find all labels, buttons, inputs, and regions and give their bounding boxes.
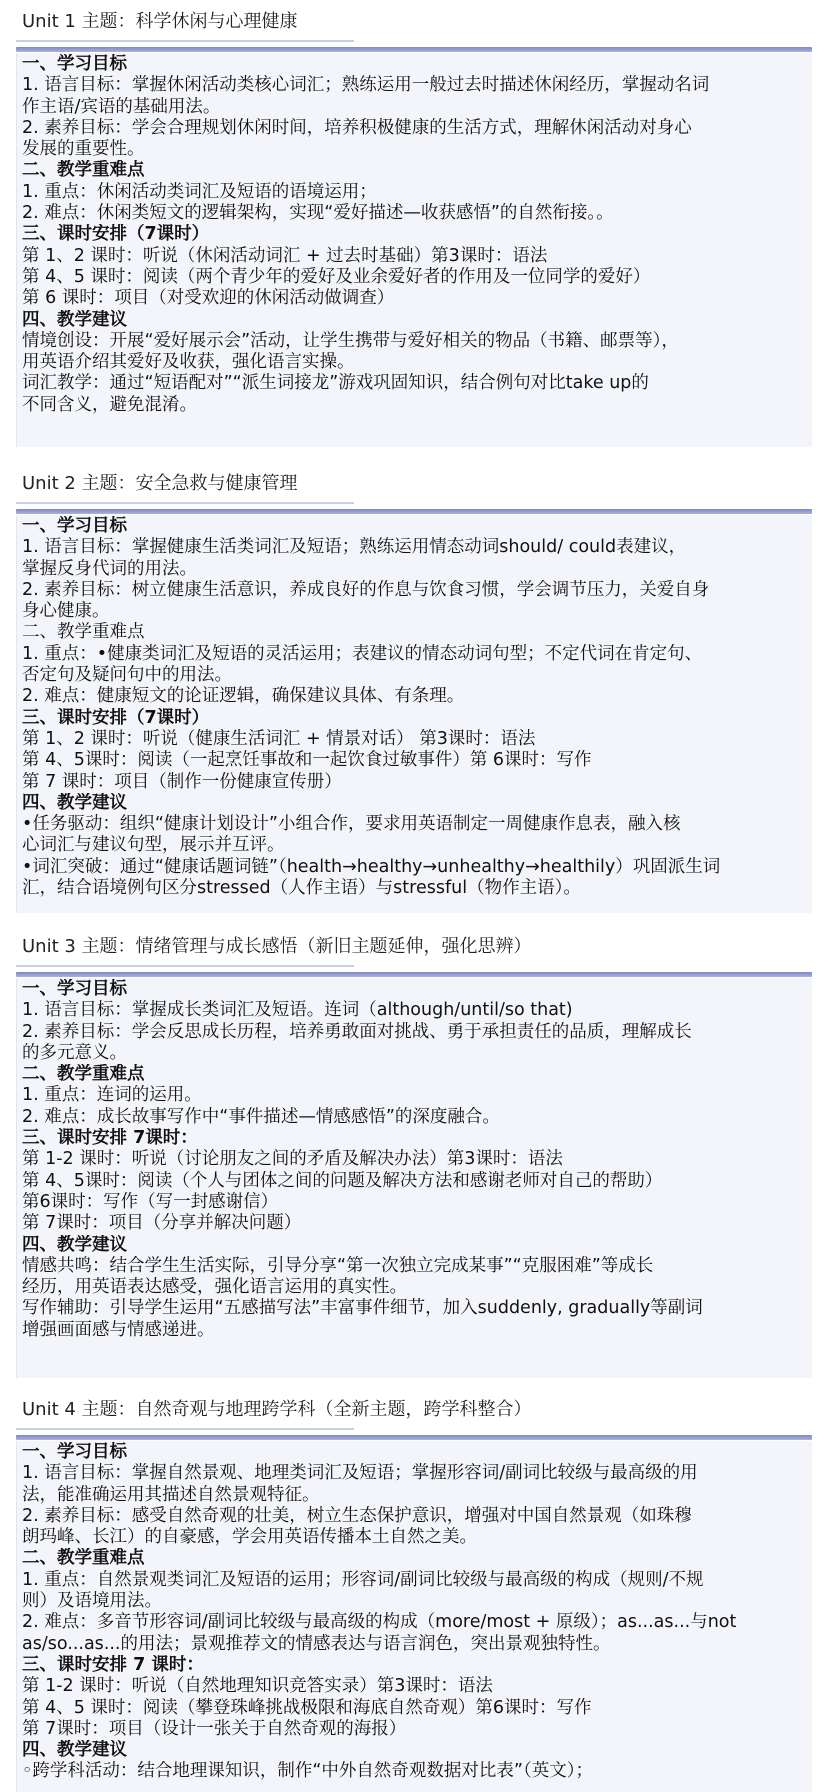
section-heading: 三、课时安排（7课时） [22,224,210,245]
content-line: 第 7课时：项目（分享并解决问题） [22,1213,302,1234]
section-heading: 一、学习目标 [22,54,127,74]
content-line: 2. 素养目标：学会合理规划休闲时间，培养积极健康的生活方式，理解休闲活动对身心 [22,117,692,138]
section-divider [16,972,812,977]
content-line: 2. 难点：多音节形容词/副词比较级与最高级的构成（more/most + 原级）；as...as...与not [22,1612,737,1633]
content-line: 第 1-2 课时：听说（自然地理知识竞答实录）第3课时：语法 [22,1676,493,1697]
content-line: 否定句及疑问句中的用法。 [22,665,232,686]
section-heading: 二、教学重难点 [22,160,145,181]
content-line: 第 4、5课时：阅读（一起烹饪事故和一起饮食过敏事件）第 6课时：写作 [22,750,592,771]
content-line: as/so...as...的用法；景观推荐文的情感表达与语言润色，突出景观独特性。 [22,1633,611,1654]
content-line: 第 7课时：项目（设计一张关于自然奇观的海报） [22,1718,407,1739]
content-line: 第 6 课时：项目（对受欢迎的休闲活动做调查） [22,288,395,309]
content-line: 2. 素养目标：学会反思成长历程，培养勇敢面对挑战、勇于承担责任的品质，理解成长 [22,1021,692,1042]
content-line: 第 1、2 课时：听说（休闲活动词汇 + 过去时基础）第3课时：语法 [22,245,548,266]
section-heading: 三、课时安排 7 课时： [22,1654,204,1675]
content-line: 2. 难点：成长故事写作中“事件描述—情感感悟”的深度融合。 [22,1106,500,1127]
content-line: 增强画面感与情感递进。 [22,1319,215,1340]
unit-title: Unit 4 主题：自然奇观与地理跨学科（全新主题，跨学科整合） [22,1399,532,1420]
section-divider [16,47,812,52]
content-line: 1. 重点：•健康类词汇及短语的灵活运用；表建议的情态动词句型；不定代词在肯定句、 [22,643,703,664]
content-line: 第 1-2 课时：听说（讨论朋友之间的矛盾及解决办法）第3课时：语法 [22,1149,563,1170]
section-heading: 四、教学建议 [22,309,127,330]
content-line: •任务驱动：组织“健康计划设计”小组合作，要求用英语制定一周健康作息表，融入核 [22,814,681,835]
content-line: 第 4、5 课时：阅读（两个青少年的爱好及业余爱好者的作用及一位同学的爱好） [22,266,651,287]
title-underline [16,502,354,504]
content-line: 第 4、5 课时：阅读（攀登珠峰挑战极限和海底自然奇观）第6课时：写作 [22,1697,592,1718]
content-line: 第6课时：写作（写一封感谢信） [22,1191,279,1212]
section-heading: 四、教学建议 [22,1234,127,1255]
content-line: 发展的重要性。 [22,139,145,160]
title-underline [16,965,354,967]
content-line: 2. 素养目标：树立健康生活意识，养成良好的作息与饮食习惯，学会调节压力，关爱自身 [22,579,710,600]
content-line: 2. 素养目标：感受自然奇观的壮美，树立生态保护意识，增强对中国自然景观（如珠穆 [22,1505,692,1526]
content-line: 1. 语言目标：掌握健康生活类词汇及短语；熟练运用情态动词should/ could表建议， [22,537,687,558]
content-line: 用英语介绍其爱好及收获，强化语言实操。 [22,352,355,373]
unit-title: Unit 1 主题：科学休闲与心理健康 [22,11,298,32]
section-divider [16,509,812,514]
content-line: 词汇教学：通过“短语配对”“派生词接龙”游戏巩固知识，结合例句对比take up的 [22,373,649,394]
content-line: 心词汇与建议句型，展示并互评。 [22,835,285,856]
content-line: 2. 难点：健康短文的论证逻辑，确保建议具体、有条理。 [22,686,465,707]
content-line: 第 7 课时：项目（制作一份健康宣传册） [22,771,342,792]
content-line: 1. 重点：自然景观类词汇及短语的运用；形容词/副词比较级与最高级的构成（规则/不规 [22,1569,704,1590]
content-line: 第 4、5课时：阅读（个人与团体之间的问题及解决方法和感谢老师对自己的帮助） [22,1170,663,1191]
content-line: 1. 重点：连词的运用。 [22,1085,202,1106]
section-heading: 二、教学重难点 [22,1064,145,1085]
content-line: 第 1、2 课时：听说（健康生活词汇 + 情景对话） 第3课时：语法 [22,728,536,749]
unit-content [22,516,822,899]
unit-title: Unit 3 主题：情绪管理与成长感悟（新旧主题延伸，强化思辨） [22,936,532,957]
content-line: 情感共鸣：结合学生生活实际，引导分享“第一次独立完成某事”“克服困难”等成长 [22,1255,654,1276]
content-line: 1. 语言目标：掌握休闲活动类核心词汇；熟练运用一般过去时描述休闲经历，掌握动名词 [22,75,710,96]
content-line: ◦跨学科活动：结合地理课知识，制作“中外自然奇观数据对比表”（英文）； [22,1761,593,1782]
content-line: 汇，结合语境例句区分stressed（人作主语）与stressful（物作主语）。 [22,878,581,899]
section-heading: 三、课时安排（7课时） [22,707,210,728]
content-line: 的多元意义。 [22,1042,127,1063]
unit-title: Unit 2 主题：安全急救与健康管理 [22,473,298,494]
section-heading: 一、学习目标 [22,516,127,536]
content-line: 身心健康。 [22,601,110,622]
content-line: 朗玛峰、长江）的自豪感，学会用英语传播本土自然之美。 [22,1527,477,1548]
content-line: 2. 难点：休闲类短文的逻辑架构，实现“爱好描述—收获感悟”的自然衔接。。 [22,203,614,224]
content-line: 二、教学重难点 [22,622,145,643]
content-line: 1. 语言目标：掌握成长类词汇及短语。连词（although/until/so that) [22,1000,573,1021]
content-line: 作主语/宾语的基础用法。 [22,96,221,117]
section-divider [16,1435,812,1440]
content-line: 1. 语言目标：掌握自然景观、地理类词汇及短语；掌握形容词/副词比较级与最高级的用 [22,1463,698,1484]
content-line: 则）及语境用法。 [22,1591,162,1612]
content-line: •词汇突破：通过“健康话题词链”（health→healthy→unhealthy→healthily）巩固派生词 [22,856,721,877]
content-line: 1. 重点：休闲活动类词汇及短语的语境运用； [22,181,377,202]
section-heading: 一、学习目标 [22,1442,127,1462]
section-heading: 四、教学建议 [22,792,127,813]
unit-content [22,979,822,1341]
content-line: 掌握反身代词的用法。 [22,558,197,579]
section-heading: 三、课时安排 7课时： [22,1128,198,1149]
title-underline [16,1428,354,1430]
content-line: 写作辅助：引导学生运用“五感描写法”丰富事件细节，加入suddenly, gradually等副词 [22,1298,703,1319]
title-underline [16,40,354,42]
content-line: 不同含义，避免混淆。 [22,394,197,415]
content-line: 经历，用英语表达感受，强化语言运用的真实性。 [22,1277,407,1298]
content-line: 情境创设：开展“爱好展示会”活动，让学生携带与爱好相关的物品（书籍、邮票等）， [22,330,679,351]
section-heading: 二、教学重难点 [22,1548,145,1569]
unit-content [22,1442,822,1783]
section-heading: 一、学习目标 [22,979,127,999]
content-line: 法，能准确运用其描述自然景观特征。 [22,1484,320,1505]
unit-content [22,54,822,416]
section-heading: 四、教学建议 [22,1740,127,1761]
